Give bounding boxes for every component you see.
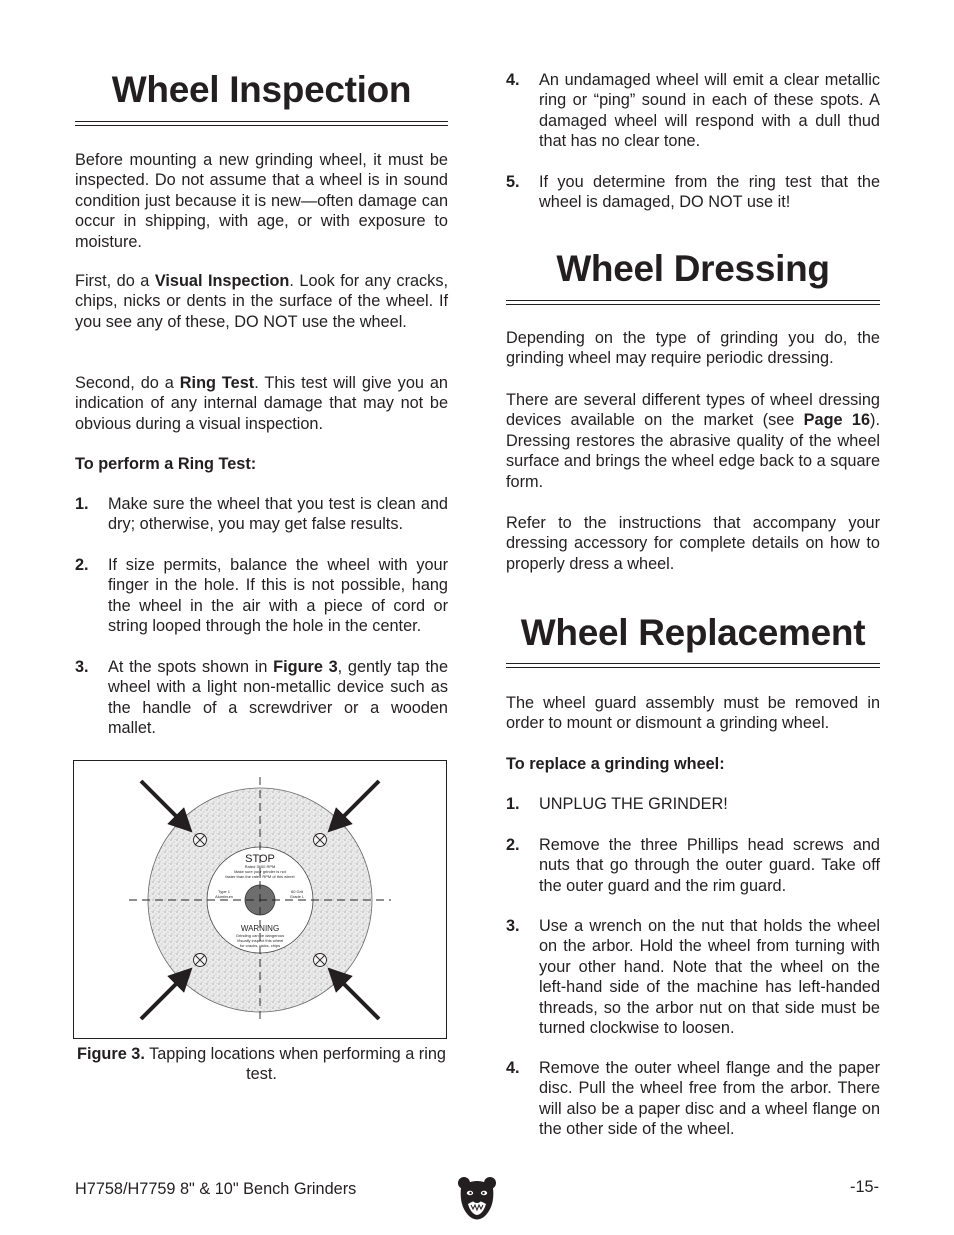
label-warning-line-2: Visually inspect this wheel (236, 938, 284, 943)
label-stop-line-2: Make sure your grinder is not (234, 869, 286, 874)
dressing-paragraph-1: Depending on the type of grinding you do, the grinding wheel may require periodic dressing. (506, 329, 880, 368)
arrow-top-left (141, 781, 184, 824)
title-rule (506, 663, 880, 668)
label-warning-line-1: Grinding can be dangerous (235, 933, 285, 938)
dressing-paragraph-2: There are several different types of wheel dressing devices available on the market (see Page 16). Dressing restores the abrasive quality of the wheel surface and brings the wheel edge back to a square form. (506, 391, 880, 491)
dressing-paragraph-3: Refer to the instructions that accompany your dressing accessory for complete details on how to properly dress a wheel. (506, 514, 880, 573)
title-rule (75, 121, 448, 126)
replacement-heading: To replace a grinding wheel: (506, 755, 725, 773)
ring-test-heading: To perform a Ring Test: (75, 455, 257, 473)
replacement-paragraph-1: The wheel guard assembly must be removed in order to mount or dismount a grinding wheel. (506, 694, 880, 733)
visual-inspection-paragraph: First, do a Visual Inspection. Look for any cracks, chips, nicks or dents in the surface of the wheel. If you see any of these, DO NOT use the wheel. (75, 272, 448, 331)
arrow-bottom-left (141, 976, 184, 1019)
label-warning-text: WARNING (240, 924, 280, 933)
grinding-wheel-diagram (74, 761, 445, 1037)
inspection-intro: Before mounting a new grinding wheel, it must be inspected. Do not assume that a wheel is in sound condition just because it is new—often damage can occur in shipping, with age, or with exposure to moisture. (75, 151, 448, 251)
figure-3-caption: Figure 3. Tapping locations when performing a ring test. (77, 1045, 446, 1084)
page-number: -15- (850, 1178, 879, 1196)
arrow-bottom-right (336, 976, 379, 1019)
wheel-replacement-title: Wheel Replacement (520, 612, 866, 653)
bear-logo-icon (457, 1176, 497, 1222)
label-stop-text: STOP (245, 853, 275, 865)
arrow-top-right (336, 781, 379, 824)
label-left-line-1: Type 1 (217, 889, 231, 894)
label-stop-line-1: Rated 3600 RPM (244, 864, 276, 869)
wheel-inspection-title: Wheel Inspection (111, 69, 412, 110)
label-warning-line-3: for cracks, nicks, chips (239, 943, 281, 948)
wheel-dressing-title: Wheel Dressing (556, 248, 830, 289)
figure-3-box (73, 760, 447, 1039)
footer-model: H7758/H7759 8" & 10" Bench Grinders (75, 1180, 357, 1198)
label-left-line-2: Aluminum (215, 894, 233, 899)
label-stop-line-3: faster than the rated RPM of this wheel (225, 874, 295, 879)
label-right-line-2: Grade L (289, 894, 305, 899)
title-rule (506, 300, 880, 305)
ring-test-paragraph: Second, do a Ring Test. This test will give you an indication of any internal damage that may not be obvious during a visual inspection. (75, 374, 448, 433)
label-right-line-1: 60 Grit (290, 889, 304, 894)
